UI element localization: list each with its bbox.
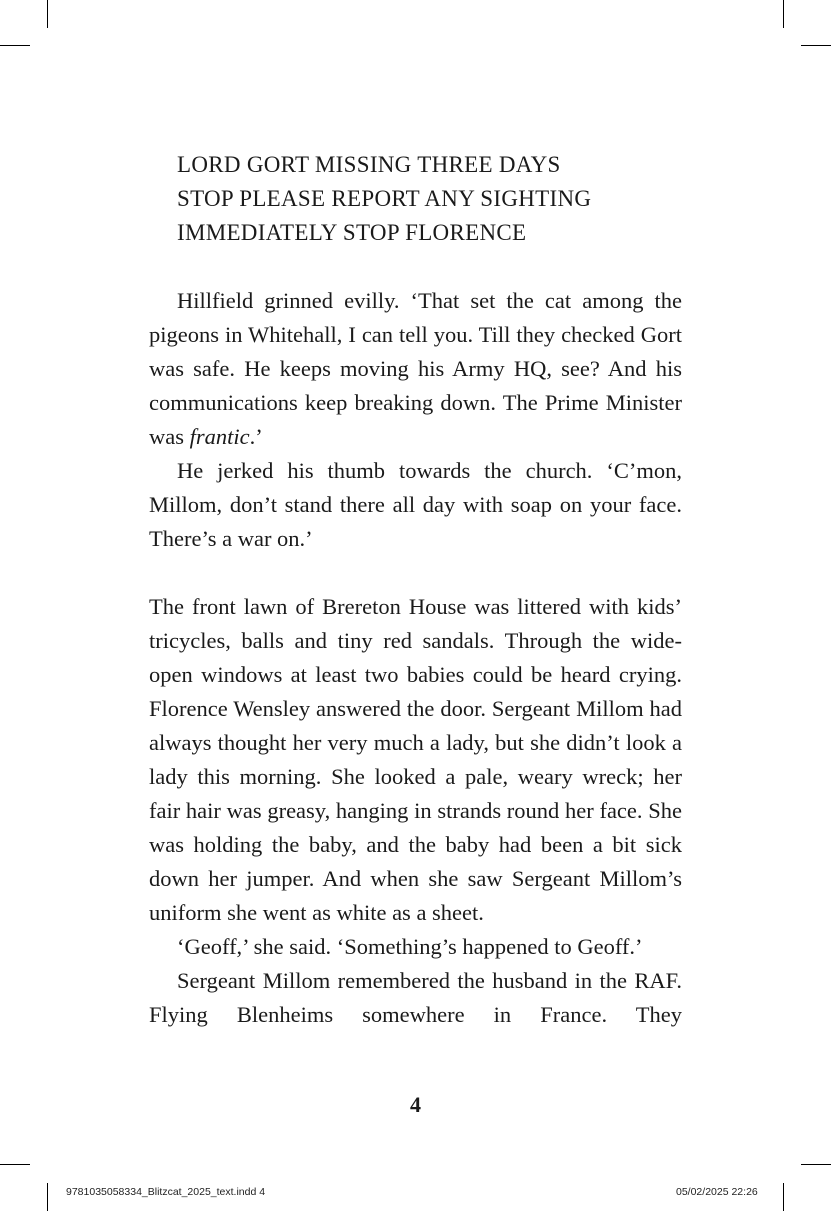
telegram-line: IMMEDIATELY STOP FLORENCE	[177, 220, 527, 245]
crop-mark	[783, 0, 784, 28]
telegram-line: STOP PLEASE REPORT ANY SIGHTING	[177, 186, 592, 211]
crop-mark	[801, 1164, 831, 1165]
page-number: 4	[410, 1092, 421, 1117]
crop-mark	[47, 1183, 48, 1211]
crop-mark	[783, 1183, 784, 1211]
crop-mark	[47, 0, 48, 28]
paragraph: Sergeant Millom remembered the husband in the RAF. Flying Blenheims somewhere in France. They	[149, 968, 682, 1027]
paragraph: ‘Geoff,’ she said. ‘Something’s happened to Geoff.’	[177, 934, 643, 959]
crop-mark	[0, 45, 30, 46]
telegram-message	[177, 148, 697, 250]
paragraph: The front lawn of Brereton House was littered with kids’ tricycles, balls and tiny red sandals. Through the wide-open windows at least two babies could be heard crying. Florence Wensley answered the door. Sergeant Millom had always thought her very much a lady, but she didn’t look a lady this morning. She looked a pale, weary wreck; her fair hair was greasy, hanging in strands round her face. She was holding the baby, and the baby had been a bit sick down her jumper. And when she saw Sergeant Millom’s uniform she went as white as a sheet.	[149, 594, 682, 925]
telegram-line: LORD GORT MISSING THREE DAYS	[177, 152, 561, 177]
italic-word: frantic	[189, 424, 250, 449]
section-break	[149, 556, 682, 590]
paragraph: Hillfield grinned evilly. ‘That set the cat among the pigeons in Whitehall, I can tell you. Till they checked Gort was safe. He keeps moving his Army HQ, see? And his communications keep breaking down. The Prime Minister was frantic.’	[149, 288, 682, 449]
body-text	[149, 284, 682, 1032]
slug-filename: 9781035058334_Blitzcat_2025_text.indd 4	[66, 1186, 266, 1198]
crop-mark	[801, 45, 831, 46]
crop-mark	[0, 1164, 30, 1165]
paragraph: He jerked his thumb towards the church. ‘C’mon, Millom, don’t stand there all day with soap on your face. There’s a war on.’	[149, 458, 682, 551]
slug-date: 05/02/2025 22:26	[676, 1186, 758, 1198]
